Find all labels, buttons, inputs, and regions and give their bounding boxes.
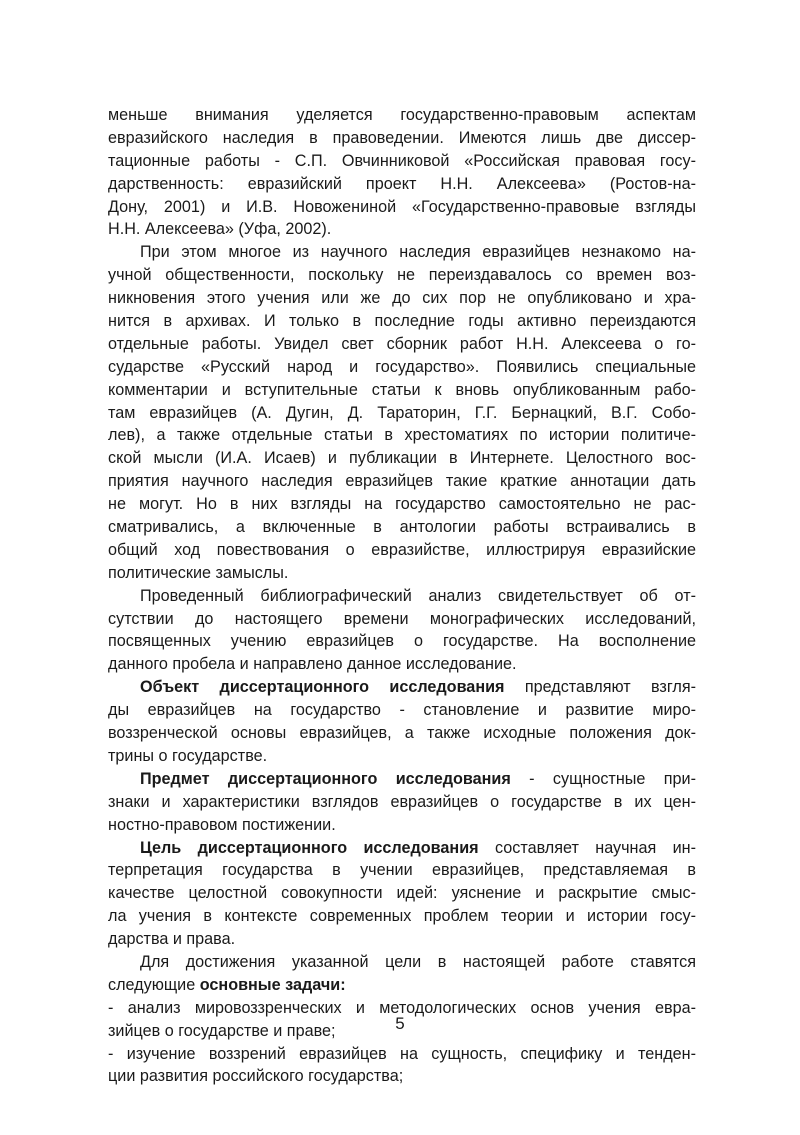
text-line: сутствии до настоящего времени монографических исследований, bbox=[108, 609, 696, 628]
text-line: трины о государстве. bbox=[108, 746, 268, 765]
text-line: ла учения в контексте современных проблем теории и истории госу- bbox=[108, 907, 696, 926]
bold-term: Цель диссертационного исследования bbox=[140, 838, 479, 857]
text-line: приятия научного наследия евразийцев такие краткие аннотации дать bbox=[108, 472, 696, 491]
text-line: зийцев о государстве и праве; bbox=[108, 1021, 336, 1040]
text-line: ды евразийцев на государство - становление и развитие миро- bbox=[108, 701, 696, 720]
text-line: ностно-правовом постижении. bbox=[108, 815, 336, 834]
text-line: знаки и характеристики взглядов евразийцев о государстве в их цен- bbox=[108, 792, 696, 811]
text-line: Н.Н. Алексеева» (Уфа, 2002). bbox=[108, 220, 332, 239]
text-line: При этом многое из научного наследия евразийцев незнакомо на- bbox=[140, 243, 696, 262]
text-line: лев), а также отдельные статьи в хрестоматиях по истории политиче- bbox=[108, 426, 696, 445]
text-line: дарства и права. bbox=[108, 930, 236, 949]
text-line: дарственность: евразийский проект Н.Н. Алексеева» (Ростов-на- bbox=[108, 174, 696, 193]
text-line: евразийского наследия в правоведении. Имеются лишь две диссер- bbox=[108, 128, 696, 147]
text-line: меньше внимания уделяется государственно-правовым аспектам bbox=[108, 106, 696, 124]
text-line: учной общественности, поскольку не переиздавалось со времен воз- bbox=[108, 266, 696, 285]
bold-term: Объект диссертационного исследования bbox=[140, 678, 505, 697]
text-line: там евразийцев (А. Дугин, Д. Тараторин, Г.Г. Бернацкий, В.Г. Собо- bbox=[108, 403, 696, 422]
text-line bbox=[108, 974, 696, 997]
text-line: не могут. Но в них взгляды на государство самостоятельно не рас- bbox=[108, 495, 696, 514]
page-number: 5 bbox=[395, 1014, 405, 1033]
bold-term: Предмет диссертационного исследования bbox=[140, 769, 511, 788]
text-line: посвященных учению евразийцев о государстве. На восполнение bbox=[108, 632, 696, 651]
text-line: качестве целостной совокупности идей: уяснение и раскрытие смыс- bbox=[108, 884, 696, 903]
page-body bbox=[108, 104, 696, 1088]
text-line: ции развития российского государства; bbox=[108, 1067, 404, 1086]
text-line: - изучение воззрений евразийцев на сущность, специфику и тенден- bbox=[108, 1044, 696, 1063]
text-line: тационные работы - С.П. Овчинниковой «Российская правовая госу- bbox=[108, 151, 696, 170]
text-line: Для достижения указанной цели в настоящей работе ставятся bbox=[140, 952, 696, 971]
text-run: составляет научная ин- bbox=[478, 838, 696, 857]
text-line: ской мысли (И.А. Исаев) и публикации в Интернете. Целостного вос- bbox=[108, 449, 696, 468]
text-line: Дону, 2001) и И.В. Новожениной «Государственно-правовые взгляды bbox=[108, 197, 696, 216]
text-line: нится в архивах. И только в последние годы активно переиздаются bbox=[108, 312, 696, 331]
text-line bbox=[108, 676, 696, 699]
text-line: комментарии и вступительные статьи к вновь опубликованным рабо- bbox=[108, 380, 696, 399]
text-line: сматривались, а включенные в антологии работы встраивались в bbox=[108, 518, 696, 537]
text-line: - анализ мировоззренческих и методологических основ учения евра- bbox=[108, 998, 696, 1017]
text-line: общий ход повествования о евразийстве, иллюстрируя евразийские bbox=[108, 540, 696, 559]
text-line: политические замыслы. bbox=[108, 563, 289, 582]
text-line: воззренческой основы евразийцев, а также исходные положения док- bbox=[108, 724, 696, 743]
text-line: терпретация государства в учении евразийцев, представляемая в bbox=[108, 861, 696, 880]
text-line bbox=[108, 837, 696, 860]
text-run: - сущностные при- bbox=[510, 769, 696, 788]
text-line: данного пробела и направлено данное исследование. bbox=[108, 655, 517, 674]
text-run: представляют взгля- bbox=[504, 678, 696, 697]
text-line bbox=[108, 768, 696, 791]
text-line: Проведенный библиографический анализ свидетельствует об от- bbox=[140, 586, 696, 605]
text-line: сударстве «Русский народ и государство». Появились специальные bbox=[108, 357, 696, 376]
text-line: никновения этого учения или же до сих пор не опубликовано и хра- bbox=[108, 289, 696, 308]
bold-term: основные задачи: bbox=[199, 975, 346, 994]
text-line: отдельные работы. Увидел свет сборник работ Н.Н. Алексеева о го- bbox=[108, 334, 696, 353]
text-run: следующие bbox=[108, 975, 200, 994]
